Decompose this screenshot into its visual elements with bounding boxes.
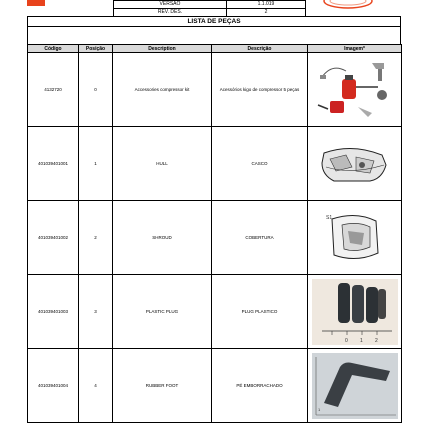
version-value: 1.1.019 (226, 1, 305, 9)
cell-position: 2 (79, 201, 113, 275)
product-thumbnail-image (322, 0, 374, 9)
brand-logo (27, 0, 45, 6)
cell-code: 401039401001 (28, 127, 79, 201)
column-header-position: Posição (79, 45, 113, 53)
cell-description: HULL (113, 127, 212, 201)
cell-image (308, 201, 402, 275)
cell-position: 4 (79, 349, 113, 423)
cell-code: 4132720 (28, 53, 79, 127)
document-info-table (113, 0, 306, 17)
cell-descricao: PLUG PLASTICO (212, 275, 308, 349)
cell-description: PLASTIC PLUG (113, 275, 212, 349)
table-row (28, 275, 402, 349)
cell-code: 401039401003 (28, 275, 79, 349)
column-header-descricao: Descrição (212, 45, 308, 53)
plastic-plug-image (312, 279, 398, 345)
cell-code: 401039401004 (28, 349, 79, 423)
svg-text:S1: S1 (325, 214, 332, 221)
table-row (28, 127, 402, 201)
table-row (28, 349, 402, 423)
revision-label: REV. DES. (114, 9, 227, 17)
cell-image (308, 53, 402, 127)
version-label: VERSÃO (114, 1, 227, 9)
column-header-code: Código (28, 45, 79, 53)
cell-description: SHROUD (113, 201, 212, 275)
shroud-image (312, 205, 398, 271)
cell-position: 1 (79, 127, 113, 201)
cell-position: 3 (79, 275, 113, 349)
column-header-description: Description (113, 45, 212, 53)
svg-text:1: 1 (359, 337, 363, 344)
table-row (28, 53, 402, 127)
svg-text:0: 0 (344, 337, 348, 344)
rubber-foot-image (312, 353, 398, 419)
compressor-accessories-image (312, 57, 398, 123)
cell-descricao: COBERTURA (212, 201, 308, 275)
cell-descricao: PÉ EMBORRACHADO (212, 349, 308, 423)
column-header-image: Imagem* (308, 45, 402, 53)
cell-descricao: CASCO (212, 127, 308, 201)
table-row (28, 201, 402, 275)
cell-code: 401039401002 (28, 201, 79, 275)
cell-position: 0 (79, 53, 113, 127)
cell-image (308, 349, 402, 423)
revision-value: 2 (226, 9, 305, 17)
parts-list-table (27, 44, 402, 423)
hull-image (312, 131, 398, 197)
cell-description: Accessories compressor kit (113, 53, 212, 127)
spacer-row (27, 27, 401, 44)
svg-text:2: 2 (374, 337, 378, 344)
page-title: LISTA DE PEÇAS (27, 16, 401, 27)
cell-image (308, 127, 402, 201)
cell-image (308, 275, 402, 349)
cell-description: RUBBER FOOT (113, 349, 212, 423)
table-header-row (28, 45, 402, 53)
svg-text:1: 1 (317, 406, 320, 412)
cell-descricao: Acessórios kigo de compressor 5 peças (212, 53, 308, 127)
